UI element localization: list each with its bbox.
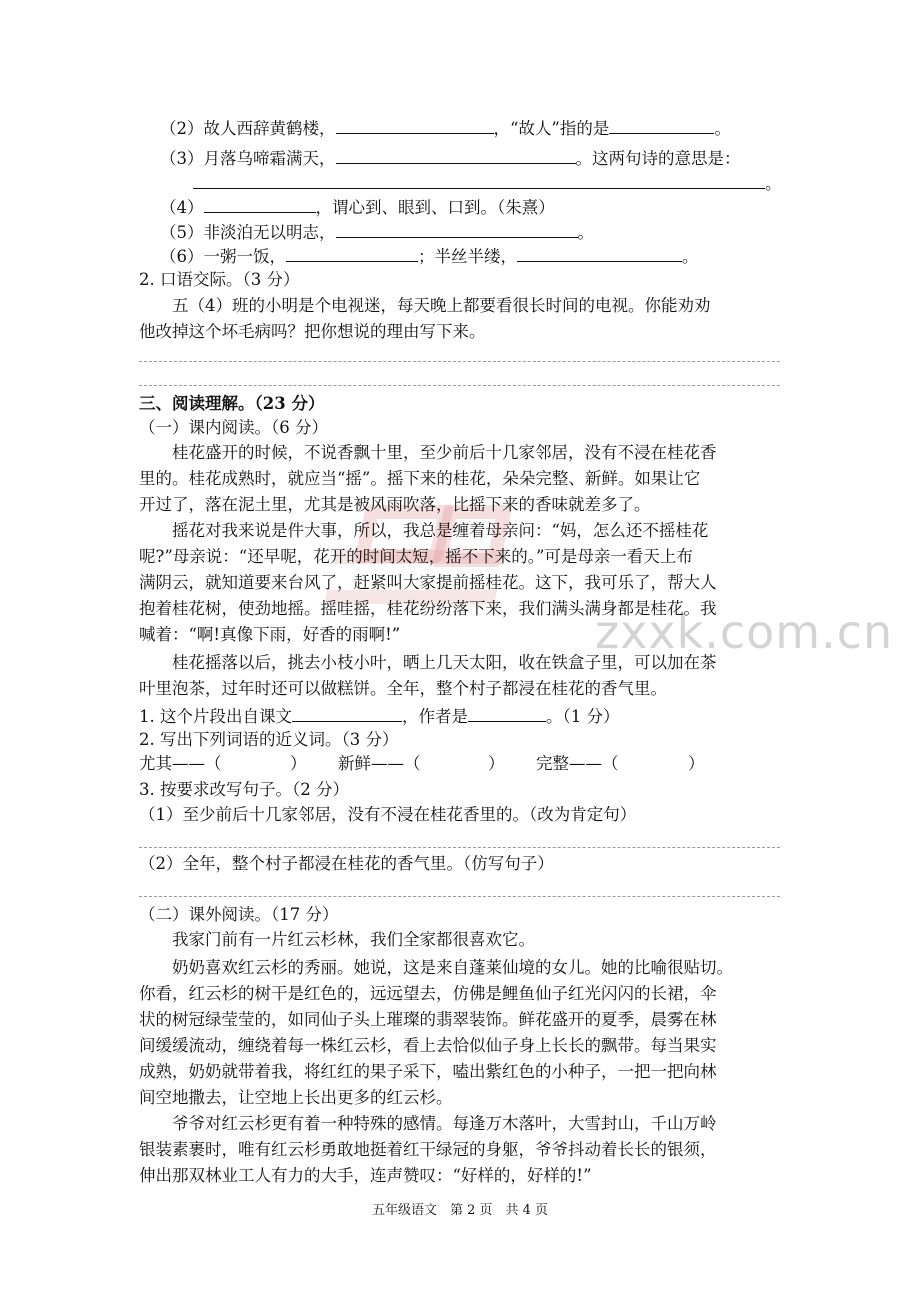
passage-line: 桂花盛开的时候，不说香飘十里，至少前后十几家邻居，没有不浸在桂花香	[172, 443, 717, 462]
question-2-heading: 2. 写出下列词语的近义词。（3 分）	[139, 730, 399, 749]
question-3-1: （1）至少前后十几家邻居，没有不浸在桂花香里的。（改为肯定句）	[139, 805, 637, 824]
question-3-2: （2）全年，整个村子都浸在桂花的香气里。（仿写句子）	[139, 854, 554, 873]
watermark-text: zxxk.com.cn	[595, 605, 894, 659]
passage-line: 我家门前有一片红云杉林，我们全家都很喜欢它。	[172, 930, 535, 949]
answer-line[interactable]	[139, 896, 780, 897]
passage-line: 里的。桂花成熟时，就应当“摇”。摇下来的桂花，朵朵完整、新鲜。如果让它	[139, 469, 701, 488]
answer-blank[interactable]	[292, 703, 402, 722]
answer-blank[interactable]	[468, 703, 546, 722]
answer-line[interactable]	[139, 385, 780, 386]
passage-line: 间缓缓流动，缠绕着每一株红云杉，看上去恰似仙子身上长长的飘带。每当果实	[139, 1036, 717, 1055]
page-footer: 五年级语文 第 2 页 共 4 页	[371, 1203, 549, 1218]
question-3-heading: 3. 按要求改写句子。（2 分）	[139, 780, 349, 799]
blank-q3: （3）月落乌啼霜满天， 。这两句诗的意思是：	[160, 145, 741, 171]
oral-heading: 2. 口语交际。（3 分）	[139, 270, 300, 289]
blank-q6: （6）一粥一饭， ；半丝半缕， 。	[160, 243, 699, 269]
answer-blank[interactable]	[336, 219, 578, 238]
passage-line: 喊着：“啊!真像下雨，好香的雨啊!”	[139, 625, 401, 644]
passage-line: 伸出那双林业工人有力的大手，连声赞叹：“好样的，好样的!”	[139, 1166, 592, 1185]
subsection-heading: （二）课外阅读。（17 分）	[139, 905, 339, 924]
question-1: 1. 这个片段出自课文 ，作者是 。（1 分）	[139, 703, 620, 729]
answer-blank[interactable]	[336, 115, 494, 134]
answer-line[interactable]	[139, 361, 780, 362]
passage-line: 桂花摇落以后，挑去小枝小叶，晒上几天太阳，收在铁盒子里，可以加在茶	[172, 653, 717, 672]
blank-q5: （5）非淡泊无以明志， 。	[160, 219, 594, 245]
passage-line: 银装素裹时，唯有红云杉勇敢地挺着红干绿冠的身躯，爷爷抖动着长长的银须，	[139, 1140, 717, 1159]
passage-line: 摇花对我来说是件大事，所以，我总是缠着母亲问：“妈，怎么还不摇桂花	[172, 521, 709, 540]
passage-line: 奶奶喜欢红云杉的秀丽。她说，这是来自蓬莱仙境的女儿。她的比喻很贴切。	[172, 958, 733, 977]
answer-blank[interactable]	[336, 145, 576, 164]
passage-line: 间空地撒去，让空地上长出更多的红云杉。	[139, 1088, 453, 1107]
answer-blank[interactable]	[517, 243, 682, 262]
blank-q3-meaning: 。	[193, 170, 782, 196]
answer-blank[interactable]	[193, 170, 765, 189]
passage-line: 成熟，奶奶就带着我，将红红的果子采下，嗑出紫红色的小种子，一把一把向林	[139, 1062, 717, 1081]
blank-q4: （4） ，谓心到、眼到、口到。（朱熹）	[160, 194, 555, 220]
section-heading: 三、阅读理解。（23 分）	[139, 394, 325, 413]
answer-blank[interactable]	[204, 194, 316, 213]
blank-q2: （2）故人西辞黄鹤楼， ，“故人”指的是 。	[160, 115, 731, 141]
oral-text-line: 五（4）班的小明是个电视迷，每天晚上都要看很长时间的电视。你能劝劝	[172, 296, 711, 315]
oral-text-line: 他改掉这个坏毛病吗？把你想说的理由写下来。	[139, 322, 486, 341]
passage-line: 开过了，落在泥土里，尤其是被风雨吹落，比摇下来的香味就差多了。	[139, 495, 651, 514]
answer-blank[interactable]	[286, 243, 418, 262]
passage-line: 呢?”母亲说：“还早呢，花开的时间太短，摇不下来的。”可是母亲一看天上布	[139, 547, 693, 566]
passage-line: 叶里泡茶，过年时还可以做糕饼。全年，整个村子都浸在桂花的香气里。	[139, 679, 667, 698]
passage-line: 抱着桂花树，使劲地摇。摇哇摇，桂花纷纷落下来，我们满头满身都是桂花。我	[139, 599, 717, 618]
subsection-heading: （一）课内阅读。（6 分）	[139, 418, 328, 437]
answer-line[interactable]	[139, 847, 780, 848]
passage-line: 满阴云，就知道要来台风了，赶紧叫大家提前摇桂花。这下，我可乐了，帮大人	[139, 573, 717, 592]
passage-line: 爷爷对红云杉更有着一种特殊的感情。每逢万木落叶，大雪封山，千山万岭	[172, 1114, 717, 1133]
passage-line: 你看，红云杉的树干是红色的，远远望去，仿佛是鲤鱼仙子红光闪闪的长裙，伞	[139, 984, 717, 1003]
passage-line: 状的树冠绿莹莹的，如同仙子头上璀璨的翡翠装饰。鲜花盛开的夏季，晨雾在林	[139, 1010, 717, 1029]
answer-blank[interactable]	[609, 115, 714, 134]
